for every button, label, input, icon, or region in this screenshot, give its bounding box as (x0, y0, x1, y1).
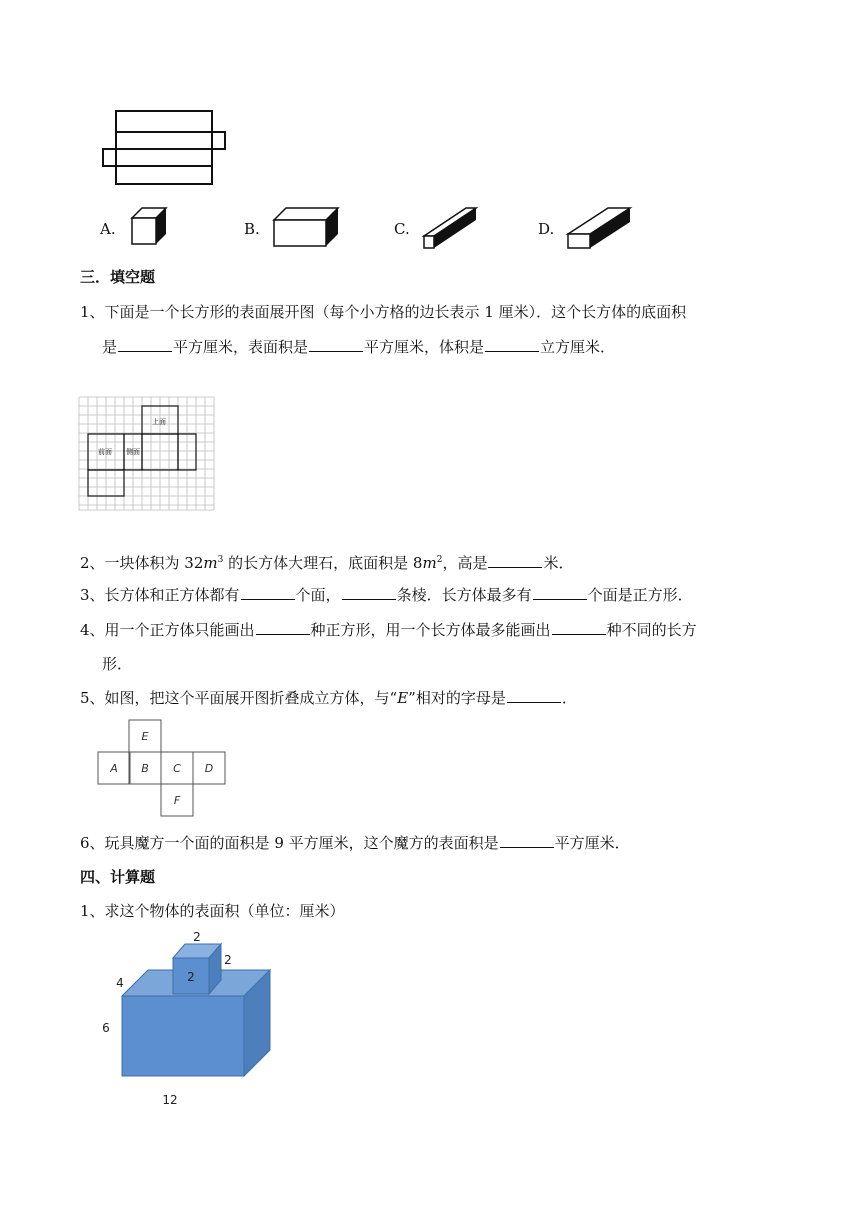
answer-blank[interactable] (500, 832, 554, 848)
cube-icon (128, 204, 172, 248)
flat-cuboid-icon (270, 204, 342, 250)
answer-blank[interactable] (485, 336, 539, 352)
cube-net-figure (96, 718, 230, 820)
answer-blank[interactable] (552, 619, 606, 635)
dim-small-front: 2 (187, 970, 195, 984)
option-c-label: C. (394, 220, 410, 238)
net-letter-b: B (141, 762, 149, 775)
stacked-box-figure (96, 926, 286, 1110)
answer-blank[interactable] (256, 619, 310, 635)
answer-blank[interactable] (342, 584, 396, 600)
net-side-label: 侧面 (126, 448, 140, 456)
dim-small-side: 2 (224, 953, 232, 967)
section-3-title: 三．填空题 (80, 268, 156, 286)
long-thin-cuboid-icon (420, 204, 480, 250)
question-3-6: 6、玩具魔方一个面的面积是 9 平方厘米，这个魔方的表面积是 平方厘米． (80, 834, 630, 852)
net-letter-e: E (141, 730, 149, 743)
section-4-title: 四、计算题 (80, 868, 156, 886)
dim-small-top: 2 (193, 930, 201, 944)
long-flat-cuboid-icon (564, 204, 636, 250)
answer-blank[interactable] (533, 584, 587, 600)
cuboid-net-figure (98, 108, 230, 188)
answer-blank[interactable] (309, 336, 363, 352)
dim-big-length: 12 (162, 1093, 178, 1107)
answer-blank[interactable] (488, 552, 542, 568)
answer-blank[interactable] (118, 336, 172, 352)
net-letter-d: D (204, 762, 214, 775)
question-4-1: 1、求这个物体的表面积（单位：厘米） (80, 902, 345, 920)
question-3-1-line1: 1、下面是一个长方形的表面展开图（每个小方格的边长表示 1 厘米）．这个长方体的底面积 (80, 303, 687, 321)
net-letter-a: A (110, 762, 118, 775)
option-b-label: B. (244, 220, 260, 238)
question-3-2: 2、一块体积为 $32m^3$ 的长方体大理石，底面积是 $8m^2$，高是 米． (80, 554, 574, 572)
question-3-3: 3、长方体和正方体都有 个面， 条棱．长方体最多有 个面是正方形． (80, 586, 693, 604)
question-3-4-line2: 形． (102, 655, 133, 673)
answer-blank[interactable] (241, 584, 295, 600)
net-letter-f: F (173, 794, 181, 807)
option-a-label: A. (100, 220, 116, 238)
answer-blank[interactable] (507, 687, 561, 703)
grid-net-figure (78, 396, 218, 512)
net-letter-c: C (173, 762, 181, 775)
dim-big-depth: 4 (116, 976, 124, 990)
option-d-label: D. (538, 220, 555, 238)
question-3-4-line1: 4、用一个正方体只能画出 种正方形，用一个长方体最多能画出 种不同的长方 (80, 621, 697, 639)
question-3-1-line2: 是 平方厘米，表面积是 平方厘米，体积是 立方厘米． (102, 338, 616, 356)
dim-big-height: 6 (102, 1021, 110, 1035)
question-3-5: 5、如图，把这个平面展开图折叠成立方体，与“E”相对的字母是 ． (80, 689, 577, 707)
net-top-label: 上面 (152, 418, 166, 426)
net-front-label: 前面 (98, 448, 112, 456)
